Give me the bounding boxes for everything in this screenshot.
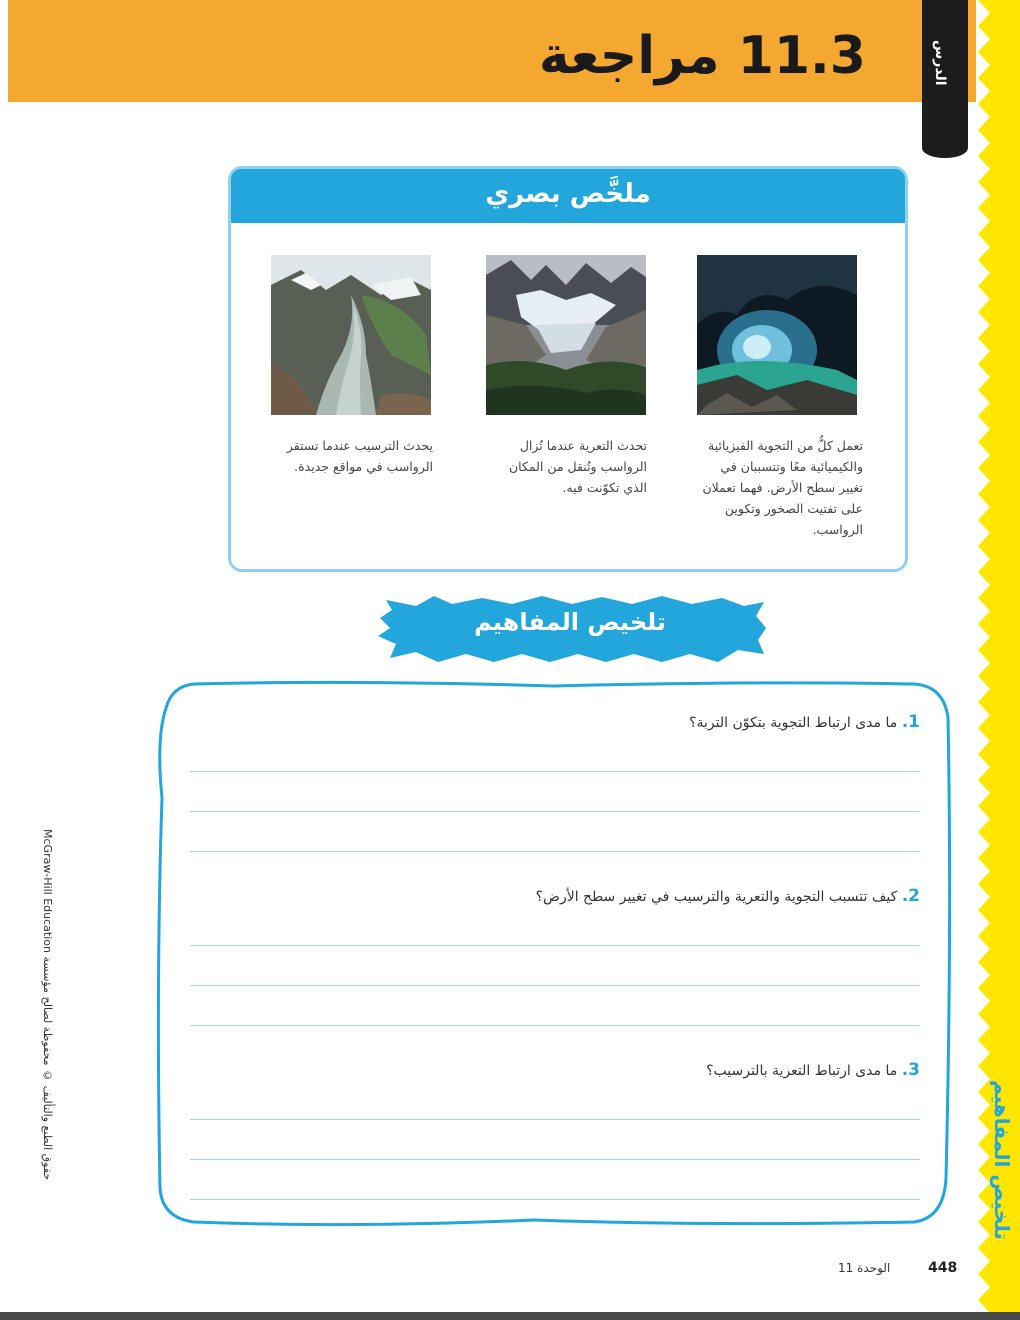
cave-photo [697, 255, 857, 415]
answer-line[interactable] [190, 771, 920, 772]
question-3-number: 3. [901, 1060, 920, 1080]
answer-line[interactable] [190, 1159, 920, 1160]
answer-line[interactable] [190, 851, 920, 852]
glacier-valley-photo [486, 255, 646, 415]
visual-summary-caption-1: تعمل كلٌّ من التجوية الفيزيائية والكيميائية معًا وتتسببان في تغيير سطح الأرض. فهما تعملان على تفتيت الصخور وتكوين الرواسب. [702, 438, 863, 537]
visual-summary-title: ملخَّص بصري [485, 179, 651, 209]
answer-line[interactable] [190, 1199, 920, 1200]
visual-summary-box [228, 166, 908, 572]
question-2-text: كيف تتسبب التجوية والتعرية والترسيب في تغيير سطح الأرض؟ [535, 889, 898, 905]
question-1 [689, 712, 920, 732]
question-3 [706, 1060, 920, 1080]
questions-box [154, 678, 954, 1230]
visual-summary-caption-2: تحدث التعرية عندما تُزال الرواسب وتُنقل من المكان الذي تكوّنت فيه. [508, 438, 647, 495]
lesson-header [8, 0, 976, 102]
answer-line[interactable] [190, 1119, 920, 1120]
question-2-number: 2. [901, 886, 920, 906]
lesson-tab [922, 0, 968, 148]
answer-line[interactable] [190, 945, 920, 946]
visual-summary-header [231, 169, 905, 223]
answer-line[interactable] [190, 985, 920, 986]
question-3-text: ما مدى ارتباط التعرية بالترسيب؟ [706, 1063, 898, 1079]
copyright-notice: حقوق الطبع والتأليف © محفوظة لصالح مؤسسة McGraw-Hill Education [41, 828, 54, 1180]
side-section-label: تلخيص المفاهيم [990, 1080, 1014, 1240]
answer-line[interactable] [190, 1025, 920, 1026]
visual-summary-caption-3: يحدث الترسيب عندما تستقر الرواسب في مواقع جديدة. [286, 438, 433, 474]
question-1-number: 1. [901, 712, 920, 732]
lesson-label: الدرس [932, 40, 948, 86]
unit-label: الوحدة 11 [838, 1261, 891, 1275]
page-number: 448 [928, 1260, 958, 1276]
glacier-mountain-photo [271, 255, 431, 415]
question-2 [536, 886, 920, 906]
answer-line[interactable] [190, 811, 920, 812]
page-title: 11.3 مراجعة [538, 26, 866, 86]
bottom-bar [0, 1312, 1020, 1320]
concept-summary-title: تلخيص المفاهيم [474, 608, 666, 636]
question-1-text: ما مدى ارتباط التجوية بتكوّن التربة؟ [689, 715, 898, 731]
